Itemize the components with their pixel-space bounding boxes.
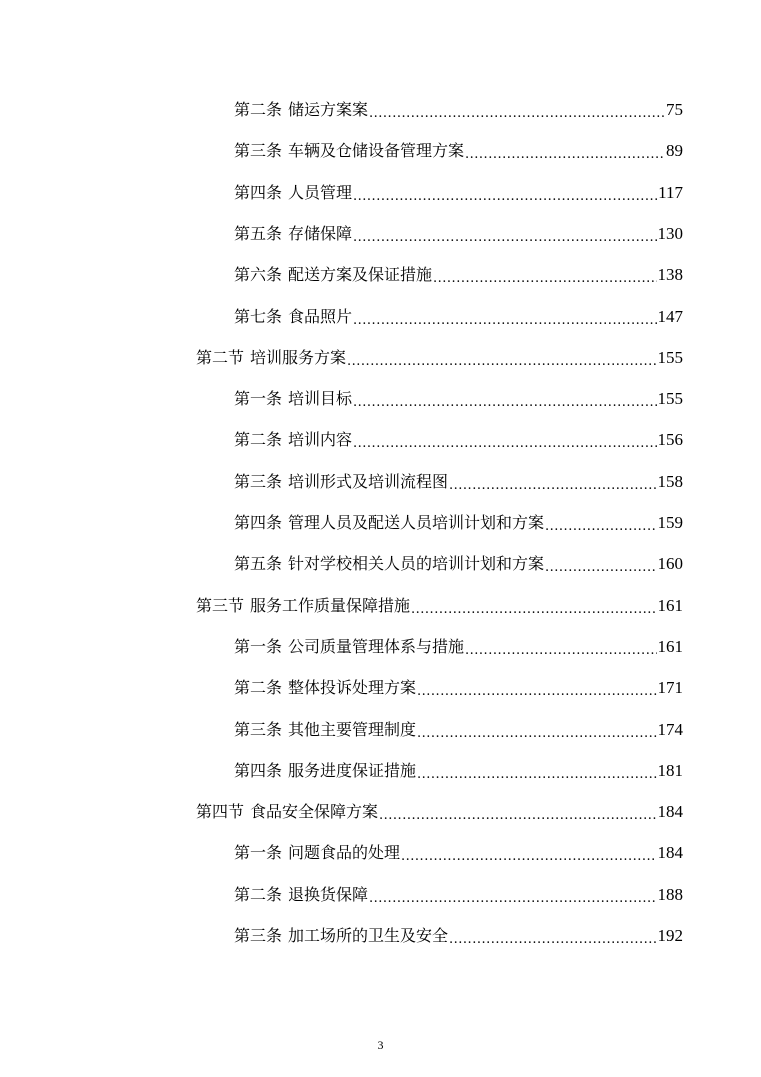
toc-entry-title (234, 761, 416, 781)
toc-page-number: 161 (657, 595, 683, 615)
toc-entry-number: 第二条 (234, 429, 283, 449)
toc-page-number: 156 (657, 429, 683, 449)
toc-item-entry[interactable] (234, 709, 683, 750)
toc-entry-number: 第五条 (234, 223, 283, 243)
toc-dot-leader (411, 598, 656, 620)
toc-page-number: 147 (657, 306, 683, 326)
toc-dot-leader (353, 309, 656, 331)
toc-entry-title (196, 802, 378, 822)
toc-item-entry[interactable] (234, 130, 683, 171)
toc-entry-number: 第一条 (234, 842, 283, 862)
toc-page-number: 171 (657, 677, 683, 697)
toc-dot-leader (545, 515, 656, 537)
toc-dot-leader (417, 722, 656, 744)
toc-entry-number: 第三节 (196, 595, 245, 615)
toc-dot-leader (353, 391, 656, 413)
toc-entry-number: 第三条 (234, 719, 283, 739)
toc-entry-number: 第六条 (234, 264, 283, 284)
toc-entry-title (196, 348, 346, 368)
toc-dot-leader (353, 185, 657, 207)
toc-dot-leader (347, 350, 656, 372)
toc-dot-leader (449, 928, 656, 950)
toc-dot-leader (465, 639, 656, 661)
toc-item-entry[interactable] (234, 667, 683, 708)
toc-entry-number: 第二条 (234, 99, 283, 119)
toc-entry-label: 其他主要管理制度 (288, 719, 417, 739)
toc-item-entry[interactable] (234, 750, 683, 791)
toc-entry-number: 第七条 (234, 306, 283, 326)
toc-entry-title (234, 843, 400, 863)
toc-entry-title (234, 307, 352, 327)
toc-entry-number: 第四条 (234, 512, 283, 532)
toc-entry-label: 服务进度保证措施 (288, 760, 417, 780)
toc-page-number: 138 (657, 264, 683, 284)
toc-entry-number: 第三条 (234, 471, 283, 491)
toc-page-number: 161 (657, 636, 683, 656)
toc-entry-label: 人员管理 (288, 182, 353, 202)
toc-entry-number: 第一条 (234, 388, 283, 408)
toc-dot-leader (417, 680, 656, 702)
toc-entry-number: 第四条 (234, 760, 283, 780)
toc-item-entry[interactable] (234, 832, 683, 873)
toc-entry-label: 食品安全保障方案 (250, 801, 379, 821)
toc-item-entry[interactable] (234, 172, 683, 213)
toc-item-entry[interactable] (234, 296, 683, 337)
toc-entry-title (234, 183, 352, 203)
toc-dot-leader (433, 267, 656, 289)
toc-entry-label: 加工场所的卫生及安全 (288, 925, 449, 945)
toc-entry-label: 车辆及仓储设备管理方案 (288, 140, 465, 160)
toc-dot-leader (353, 432, 656, 454)
page-number: 3 (377, 1038, 384, 1052)
toc-page-number: 184 (657, 801, 683, 821)
toc-dot-leader (369, 887, 656, 909)
toc-page-number: 174 (657, 719, 683, 739)
toc-page-number: 75 (666, 99, 683, 119)
toc-entry-label: 问题食品的处理 (288, 842, 401, 862)
toc-dot-leader (353, 226, 656, 248)
toc-dot-leader (379, 804, 656, 826)
toc-item-entry[interactable] (234, 461, 683, 502)
toc-dot-leader (465, 143, 665, 165)
toc-entry-label: 食品照片 (288, 306, 353, 326)
toc-dot-leader (369, 102, 665, 124)
toc-entry-label: 培训内容 (288, 429, 353, 449)
toc-item-entry[interactable] (234, 502, 683, 543)
toc-entry-title (234, 141, 464, 161)
toc-page-number: 184 (657, 842, 683, 862)
toc-item-entry[interactable] (234, 626, 683, 667)
toc-entry-label: 管理人员及配送人员培训计划和方案 (288, 512, 545, 532)
toc-entry-label: 存储保障 (288, 223, 353, 243)
toc-entry-title (234, 885, 368, 905)
toc-entry-label: 公司质量管理体系与措施 (288, 636, 465, 656)
toc-entry-title (234, 720, 416, 740)
toc-page-number: 159 (657, 512, 683, 532)
toc-entry-title (234, 926, 448, 946)
toc-page-number: 188 (657, 884, 683, 904)
toc-entry-title (234, 224, 352, 244)
toc-entry-label: 培训形式及培训流程图 (288, 471, 449, 491)
toc-entry-title (196, 596, 410, 616)
toc-entry-label: 针对学校相关人员的培训计划和方案 (288, 553, 545, 573)
toc-item-entry[interactable] (234, 874, 683, 915)
toc-dot-leader (545, 556, 656, 578)
toc-item-entry[interactable] (234, 915, 683, 956)
toc-dot-leader (401, 845, 656, 867)
toc-entry-number: 第二条 (234, 884, 283, 904)
toc-page-number: 181 (657, 760, 683, 780)
toc-entry-title (234, 472, 448, 492)
toc-page-number: 155 (657, 388, 683, 408)
toc-entry-title (234, 389, 352, 409)
toc-entry-number: 第五条 (234, 553, 283, 573)
toc-entry-label: 培训服务方案 (250, 347, 347, 367)
toc-entry-label: 服务工作质量保障措施 (250, 595, 411, 615)
toc-entry-number: 第三条 (234, 140, 283, 160)
toc-item-entry[interactable] (234, 213, 683, 254)
toc-item-entry[interactable] (234, 419, 683, 460)
toc-entry-label: 整体投诉处理方案 (288, 677, 417, 697)
toc-entry-number: 第二条 (234, 677, 283, 697)
toc-dot-leader (417, 763, 656, 785)
toc-entry-label: 配送方案及保证措施 (288, 264, 433, 284)
toc-entry-title (234, 678, 416, 698)
toc-entry-title (234, 554, 544, 574)
toc-entry-number: 第四节 (196, 801, 245, 821)
toc-page-number: 160 (657, 553, 683, 573)
toc-entry-label: 培训目标 (288, 388, 353, 408)
toc-item-entry[interactable] (234, 378, 683, 419)
toc-page-number: 155 (657, 347, 683, 367)
toc-section-entry[interactable] (196, 791, 683, 832)
toc-entry-title (234, 637, 464, 657)
toc-item-entry[interactable] (234, 89, 683, 130)
toc-entry-label: 退换货保障 (288, 884, 369, 904)
toc-entry-number: 第三条 (234, 925, 283, 945)
toc-page-number: 192 (657, 925, 683, 945)
toc-page-number: 117 (658, 182, 683, 202)
toc-entry-label: 储运方案案 (288, 99, 369, 119)
toc-section-entry[interactable] (196, 337, 683, 378)
toc-entry-title (234, 100, 368, 120)
toc-section-entry[interactable] (196, 585, 683, 626)
toc-item-entry[interactable] (234, 254, 683, 295)
toc-entry-title (234, 265, 432, 285)
toc-entry-number: 第四条 (234, 182, 283, 202)
toc-entry-number: 第二节 (196, 347, 245, 367)
toc-page-number: 89 (666, 140, 683, 160)
toc-item-entry[interactable] (234, 543, 683, 584)
toc-dot-leader (449, 474, 656, 496)
toc-entry-title (234, 513, 544, 533)
toc-entry-number: 第一条 (234, 636, 283, 656)
toc-page-number: 158 (657, 471, 683, 491)
toc-entry-title (234, 430, 352, 450)
toc-page-number: 130 (657, 223, 683, 243)
